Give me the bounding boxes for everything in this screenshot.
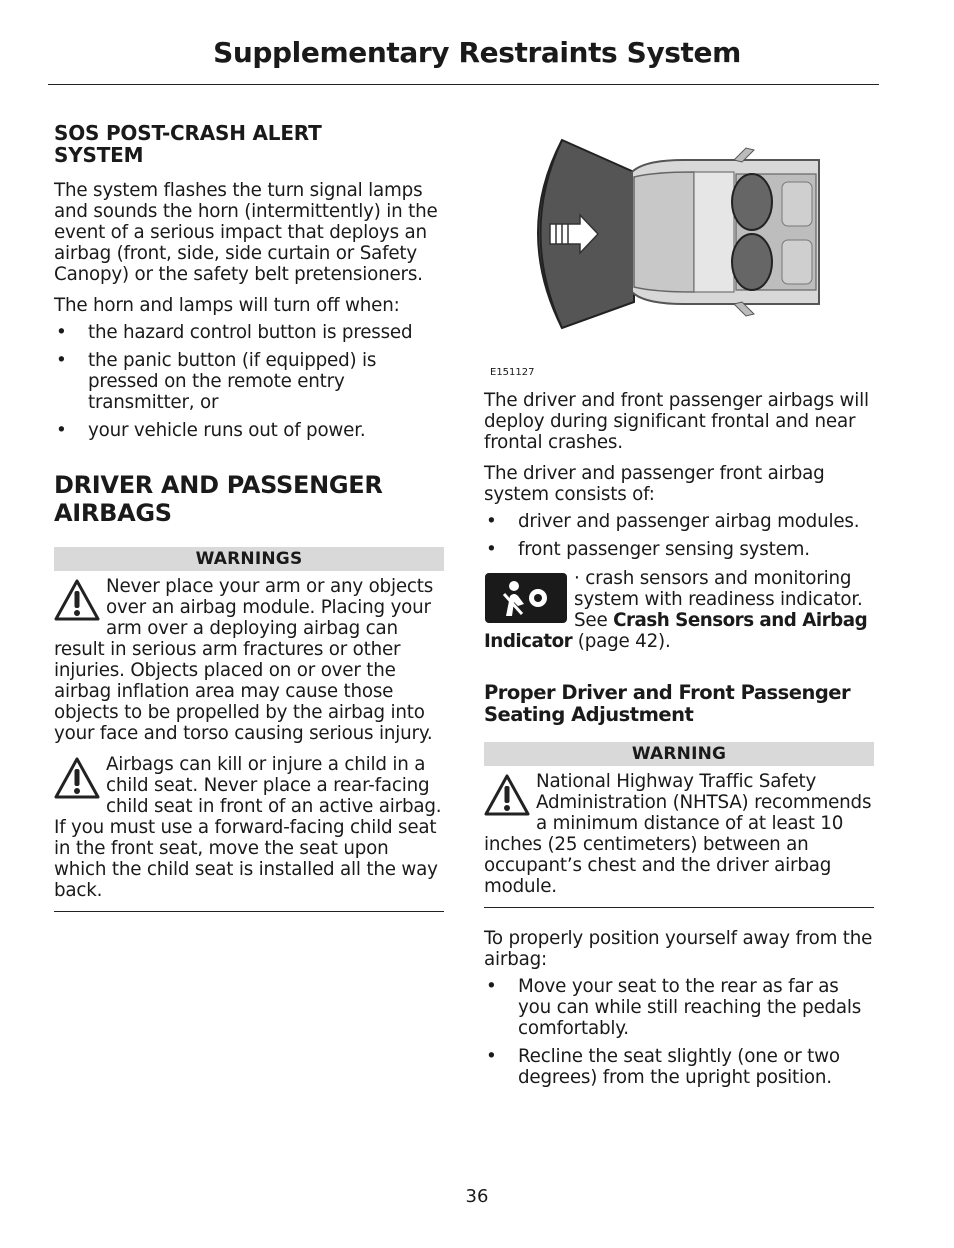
- sos-paragraph-1: The system flashes the turn signal lamps and sounds the horn (intermittently) in the event of a serious impact that deploys an airbag (front, side, side curtain or Safety Canopy) or the safety belt pretensioners.: [54, 180, 438, 285]
- airbag-indicator-icon: [484, 572, 568, 624]
- warning-bar: WARNING: [484, 742, 874, 766]
- list-item: • your vehicle runs out of power.: [56, 420, 366, 441]
- seating-bullet-list: [484, 976, 874, 1088]
- warning-1: [54, 576, 444, 744]
- list-item: • the panic button (if equipped) is pressed on the remote entry transmitter, or: [56, 350, 377, 413]
- right-paragraph-1: The driver and front passenger airbags will deploy during significant frontal and near frontal crashes.: [484, 390, 869, 453]
- bullet-text: driver and passenger airbag modules.: [518, 511, 860, 532]
- bullet-text: the hazard control button is pressed: [88, 322, 413, 343]
- nhtsa-warning: [484, 771, 874, 897]
- crash-sensors-page-ref: (page 42).: [572, 631, 671, 652]
- sos-heading-line1: SOS POST-CRASH ALERT: [54, 121, 322, 145]
- sos-heading-line2: SYSTEM: [54, 143, 144, 167]
- warning-2: [54, 754, 444, 901]
- airbag-deployment-figure: [484, 132, 874, 397]
- bullet-text: the panic button (if equipped) is pressed on the remote entry transmitter, or: [88, 350, 377, 413]
- warning-triangle-icon: [484, 773, 530, 817]
- warning-1-text: Never place your arm or any objects over an airbag module. Placing your arm over a deploying airbag can result in serious arm fractures or other injuries. Objects placed on or over the airbag inflation area may cause those objects to be propelled by the airbag into your face and torso causing serious injury.: [54, 576, 434, 744]
- bullet-text: your vehicle runs out of power.: [88, 420, 366, 441]
- warnings-bar: WARNINGS: [54, 547, 444, 571]
- warning-triangle-icon: [54, 756, 100, 800]
- page-title: Supplementary Restraints System: [213, 36, 741, 69]
- car-airbag-illustration: [484, 132, 874, 362]
- warning-triangle-icon: [54, 578, 100, 622]
- right-paragraph-2: The driver and passenger front airbag system consists of:: [484, 463, 825, 505]
- warning-end-rule: [484, 907, 874, 908]
- bullet-text: front passenger sensing system.: [518, 539, 810, 560]
- list-item: • Recline the seat slightly (one or two degrees) from the upright position.: [486, 1046, 840, 1088]
- bullet-text: Recline the seat slightly (one or two degrees) from the upright position.: [518, 1046, 840, 1088]
- page-number: 36: [465, 1186, 489, 1207]
- sos-bullet-list: [54, 322, 444, 441]
- figure-id: E151127: [490, 367, 535, 378]
- warnings-end-rule: [54, 911, 444, 912]
- seating-heading-line1: Proper Driver and Front Passenger: [484, 681, 851, 704]
- list-item: • driver and passenger airbag modules.: [486, 511, 860, 532]
- seating-heading: [484, 682, 874, 726]
- warnings-block: [54, 576, 444, 912]
- list-item: • the hazard control button is pressed: [56, 322, 413, 343]
- sos-paragraph-2: The horn and lamps will turn off when:: [54, 295, 400, 316]
- warning-block: [484, 771, 874, 908]
- warning-2-text: Airbags can kill or injure a child in a child seat. Never place a rear-facing child seat in front of an active airbag. If you must use a forward-facing child seat in the front seat, move the seat upon which the child seat is installed all the way back.: [54, 754, 442, 901]
- sos-heading: [54, 122, 444, 166]
- crash-sensors-link[interactable]: Crash Sensors and Airbag Indicator: [484, 610, 868, 652]
- seating-heading-line2: Seating Adjustment: [484, 703, 694, 726]
- nhtsa-warning-text: National Highway Traffic Safety Administration (NHTSA) recommends a minimum distance of at least 10 inches (25 centimeters) between an occupant’s chest and the driver airbag module.: [484, 771, 872, 897]
- left-column: [54, 120, 444, 912]
- airbags-heading: [54, 471, 444, 527]
- list-item: • front passenger sensing system.: [486, 539, 810, 560]
- crash-sensors-item: [484, 568, 874, 652]
- crash-sensors-text: · crash sensors and monitoring system with readiness indicator. See: [574, 568, 863, 631]
- airbag-system-list: [484, 511, 874, 560]
- list-item: • Move your seat to the rear as far as you can while still reaching the pedals comfortably.: [486, 976, 862, 1039]
- right-column: [484, 132, 874, 1096]
- airbags-heading-line1: DRIVER AND PASSENGER: [54, 471, 383, 499]
- airbags-heading-line2: AIRBAGS: [54, 499, 172, 527]
- title-divider: [48, 84, 879, 85]
- bullet-text: Move your seat to the rear as far as you can while still reaching the pedals comfortably.: [518, 976, 862, 1039]
- seating-paragraph: To properly position yourself away from the airbag:: [484, 928, 873, 970]
